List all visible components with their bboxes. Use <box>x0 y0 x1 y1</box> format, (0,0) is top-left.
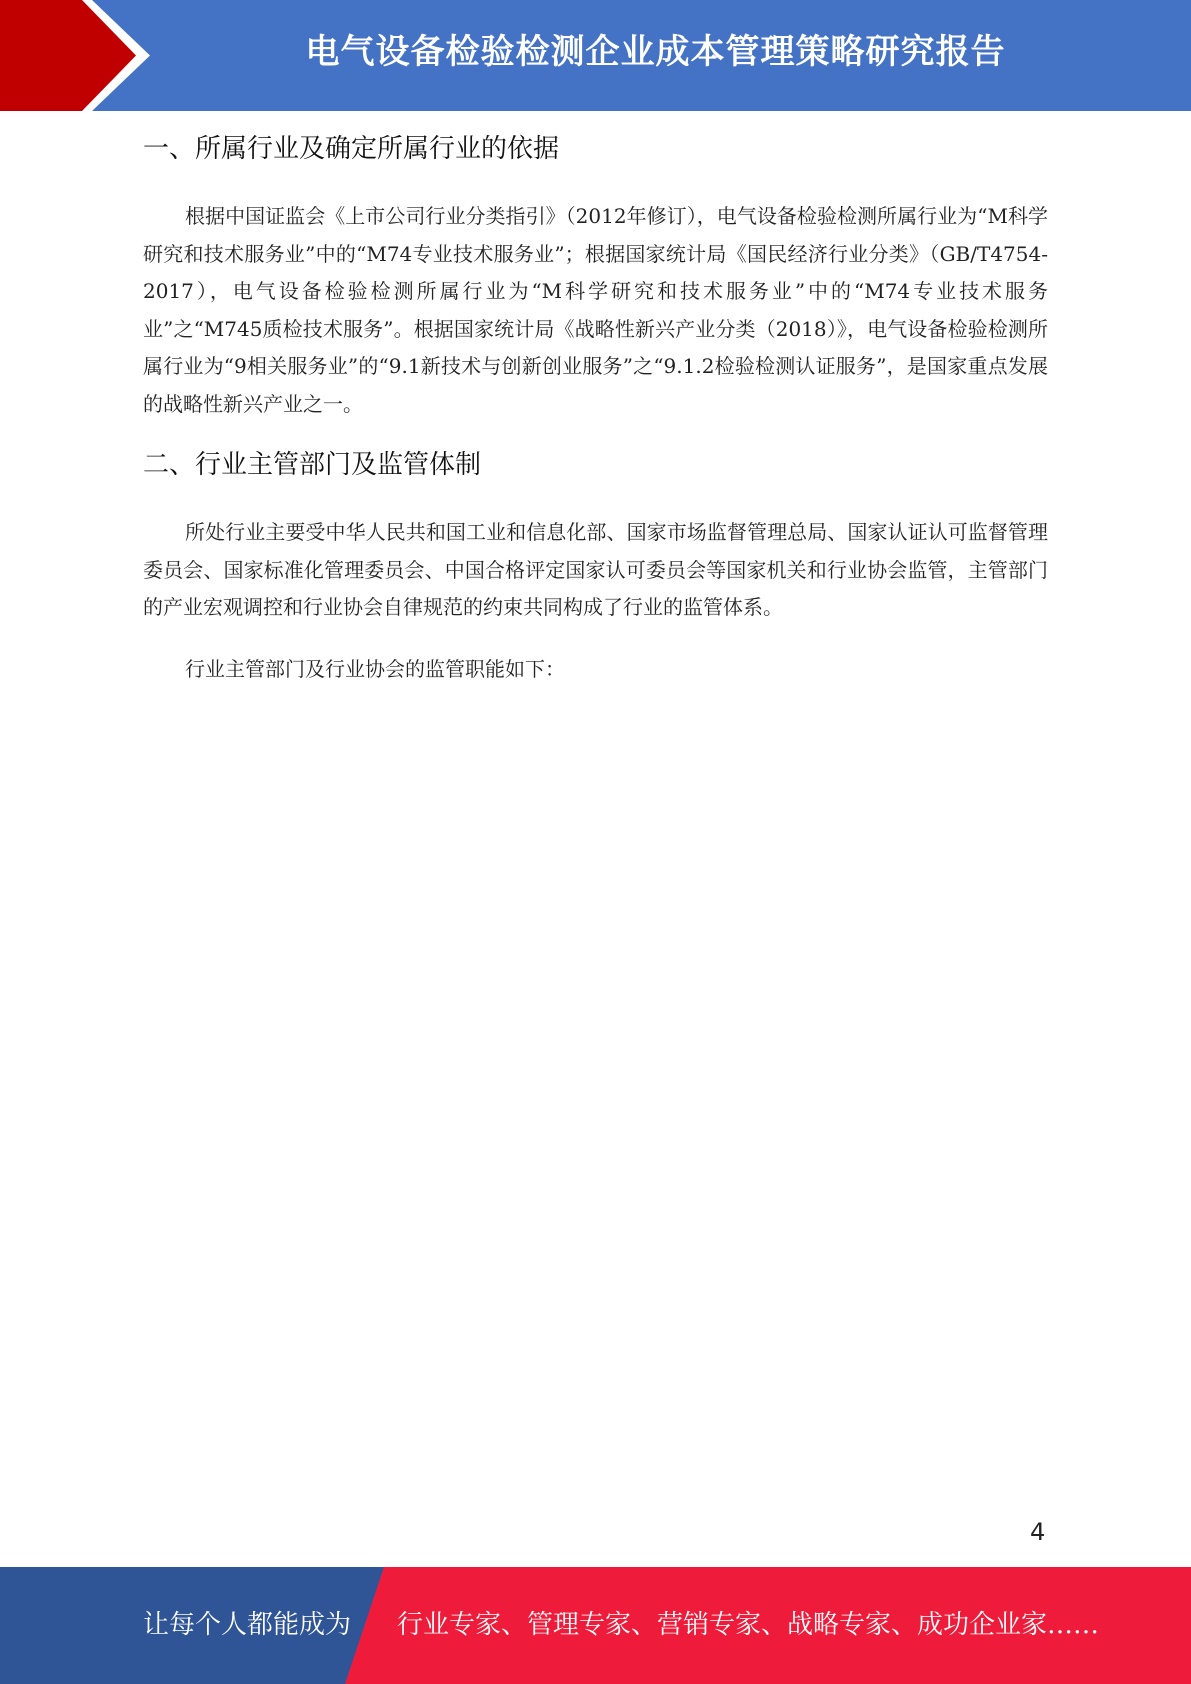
page-number: 4 <box>1030 1518 1046 1546</box>
paragraph-industry-basis: 根据中国证监会《上市公司行业分类指引》（2012年修订），电气设备检验检测所属行业为“M科学研究和技术服务业”中的“M74专业技术服务业”；根据国家统计局《国民经济行业分类》（GB/T4754-2017），电气设备检验检测所属行业为“M科学研究和技术服务业”中的“M74专业技术服务业”之“M745质检技术服务”。根据国家统计局《战略性新兴产业分类（2018）》，电气设备检验检测所属行业为“9相关服务业”的“9.1新技术与创新创业服务”之“9.1.2检验检测认证服务”，是国家重点发展的战略性新兴产业之一。 <box>143 204 1048 416</box>
chevron-arrow-icon <box>0 0 160 111</box>
paragraph-regulators: 所处行业主要受中华人民共和国工业和信息化部、国家市场监督管理总局、国家认证认可监督管理委员会、国家标准化管理委员会、中国合格评定国家认可委员会等国家机关和行业协会监管，主管部门的产业宏观调控和行业协会自律规范的约束共同构成了行业的监管体系。 <box>143 520 1048 619</box>
paragraph-regulatory-functions: 行业主管部门及行业协会的监管职能如下： <box>185 657 565 681</box>
header-banner <box>0 0 1191 111</box>
document-title: 电气设备检验检测企业成本管理策略研究报告 <box>305 32 1006 72</box>
footer-banner <box>0 1567 1191 1684</box>
section-heading-regulation: 二、行业主管部门及监管体制 <box>143 450 482 480</box>
section-heading-industry: 一、所属行业及确定所属行业的依据 <box>143 134 560 164</box>
footer-slogan-left: 让每个人都能成为 <box>143 1610 352 1640</box>
footer-slogan-right: 行业专家、管理专家、营销专家、战略专家、成功企业家…… <box>397 1610 1100 1640</box>
